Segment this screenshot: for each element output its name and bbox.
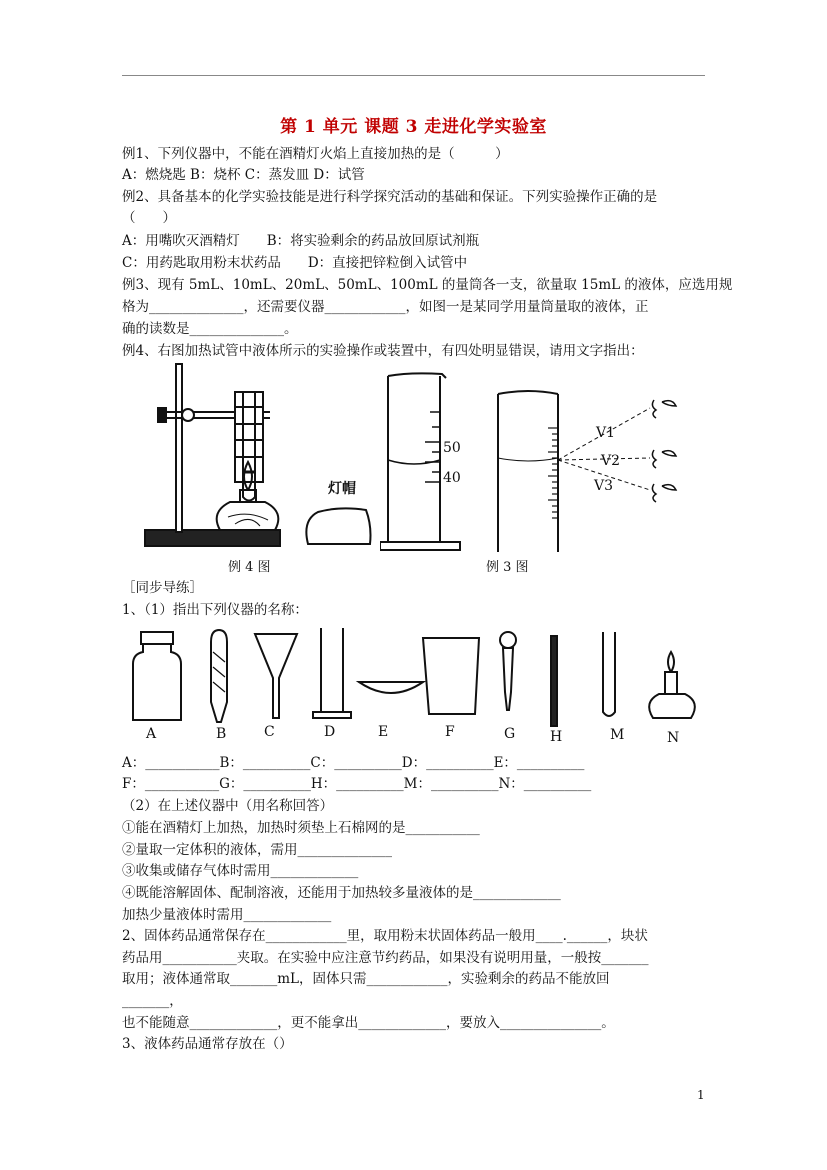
blank-row: A：___________B：__________C：__________D：__________E：__________ bbox=[122, 755, 585, 771]
question-line: ④既能溶解固体、配制溶液，还能用于加热较多量液体的是_____________ bbox=[122, 885, 561, 901]
reading-v2: V2 bbox=[601, 453, 621, 469]
lamp-cap-figure bbox=[300, 500, 380, 550]
cylinder-tick-40: 40 bbox=[443, 470, 461, 486]
question-line: 例3、现有 5mL、10mL、20mL、50mL、100mL 的量筒各一支，欲量取 15mL 的液体，应选用规 bbox=[122, 277, 733, 293]
page-number: 1 bbox=[697, 1088, 705, 1102]
question-line: 格为______________，还需要仪器____________，如图一是某同学用量筒量取的液体，正 bbox=[122, 299, 649, 315]
cylinder-tick-50: 50 bbox=[443, 440, 461, 456]
question-line: 例1、下列仪器中，不能在酒精灯火焰上直接加热的是（ ） bbox=[122, 146, 509, 162]
instrument-letter-g: G bbox=[504, 726, 516, 742]
page-title: 第 1 单元 课题 3 走进化学实验室 bbox=[280, 117, 547, 137]
graduated-cylinder-figure bbox=[380, 372, 470, 554]
instrument-letter-m: M bbox=[610, 727, 625, 743]
question-line: 确的读数是______________。 bbox=[122, 321, 298, 337]
question-line: ③收集或储存气体时需用_____________ bbox=[122, 863, 359, 879]
cylinder-reading-figure bbox=[490, 388, 690, 556]
question-line: （2）在上述仪器中（用名称回答） bbox=[122, 798, 334, 814]
section-heading: ［同步导练］ bbox=[122, 580, 203, 596]
question-line: 2、固体药品通常保存在____________里，取用粉末状固体药品一般用____.______，块状 bbox=[122, 928, 648, 944]
question-line: 例2、具备基本的化学实验技能是进行科学探究活动的基础和保证。下列实验操作正确的是 bbox=[122, 189, 658, 205]
instrument-letter-f: F bbox=[445, 724, 455, 740]
question-line: _______， bbox=[122, 993, 183, 1009]
question-line: 加热少量液体时需用_____________ bbox=[122, 907, 332, 923]
question-line: C：用药匙取用粉末状药品 D：直接把锌粒倒入试管中 bbox=[122, 255, 468, 271]
instrument-letter-h: H bbox=[550, 729, 563, 745]
figure-caption-ex3: 例 3 图 bbox=[486, 560, 529, 575]
lamp-cap-label: 灯帽 bbox=[328, 481, 356, 497]
question-line: 药品用___________夹取。在实验中应注意节约药品，如果没有说明用量，一般按_______ bbox=[122, 950, 649, 966]
instrument-row-figure bbox=[125, 622, 705, 732]
reading-v3: V3 bbox=[594, 478, 614, 494]
figure-caption-ex4: 例 4 图 bbox=[228, 560, 271, 575]
instrument-letter-c: C bbox=[264, 724, 275, 740]
question-line: 例4、右图加热试管中液体所示的实验操作或装置中，有四处明显错误，请用文字指出： bbox=[122, 343, 644, 359]
header-rule bbox=[122, 75, 705, 76]
reading-v1: V1 bbox=[596, 425, 616, 441]
question-line: （ ） bbox=[122, 210, 176, 226]
question-line: A：燃烧匙 B：烧杯 C：蒸发皿 D：试管 bbox=[122, 167, 365, 183]
question-line: ①能在酒精灯上加热，加热时须垫上石棉网的是___________ bbox=[122, 820, 480, 836]
instrument-letter-e: E bbox=[378, 724, 389, 740]
question-line: 1、（1）指出下列仪器的名称： bbox=[122, 602, 308, 618]
question-line: A：用嘴吹灭酒精灯 B：将实验剩余的药品放回原试剂瓶 bbox=[122, 233, 480, 249]
instrument-letter-n: N bbox=[667, 730, 680, 746]
instrument-letter-a: A bbox=[146, 726, 157, 742]
question-line: ②量取一定体积的液体，需用______________ bbox=[122, 842, 392, 858]
instrument-letter-b: B bbox=[216, 726, 227, 742]
question-line: 取用；液体通常取_______mL，固体只需____________，实验剩余的药品不能放回 bbox=[122, 971, 610, 987]
instrument-letter-d: D bbox=[324, 724, 336, 740]
question-line: 3、液体药品通常存放在（） bbox=[122, 1036, 293, 1052]
blank-row: F：___________G：__________H：__________M：__________N：__________ bbox=[122, 776, 592, 792]
question-line: 也不能随意_____________，更不能拿出_____________，要放入_______________。 bbox=[122, 1015, 615, 1031]
